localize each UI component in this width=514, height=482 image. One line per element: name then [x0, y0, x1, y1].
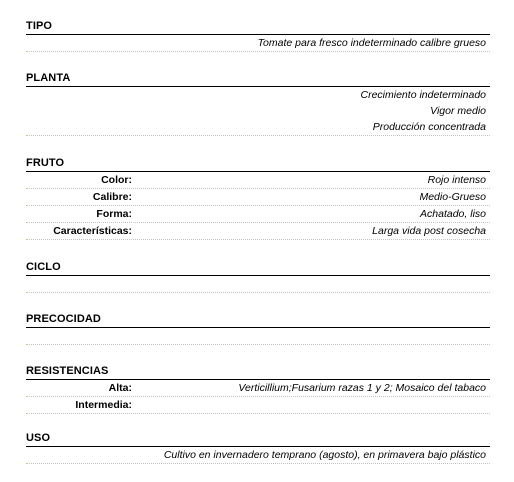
section-title-uso: USO [26, 431, 490, 447]
spec-value: Larga vida post cosecha [372, 225, 486, 237]
section-resistencias [26, 364, 490, 414]
section-uso [26, 431, 490, 464]
spec-value: Producción concentrada [372, 121, 486, 133]
section-fruto [26, 156, 490, 240]
spec-value: Verticillium;Fusarium razas 1 y 2; Mosaico del tabaco [238, 382, 486, 394]
section-title-ciclo: CICLO [26, 260, 490, 276]
spec-row [26, 35, 490, 52]
spec-label: Características: [53, 225, 132, 237]
spec-row [26, 189, 490, 206]
spec-label: Color: [101, 174, 132, 186]
spec-row [26, 276, 490, 293]
spec-row [26, 103, 490, 119]
section-ciclo [26, 260, 490, 293]
spec-row [26, 119, 490, 136]
section-planta [26, 71, 490, 136]
section-title-precocidad: PRECOCIDAD [26, 312, 490, 328]
spec-row [26, 206, 490, 223]
spec-label: Alta: [108, 382, 132, 394]
spec-label: Calibre: [92, 191, 132, 203]
spec-value: Achatado, liso [420, 208, 486, 220]
product-spec-sheet [26, 19, 490, 464]
spec-row [26, 223, 490, 240]
spec-value: Rojo intenso [427, 174, 486, 186]
spec-row [26, 328, 490, 345]
section-precocidad [26, 312, 490, 345]
spec-label: Forma: [96, 208, 132, 220]
spec-row [26, 397, 490, 414]
spec-row [26, 172, 490, 189]
section-title-planta: PLANTA [26, 71, 490, 87]
spec-label: Intermedia: [75, 399, 132, 411]
section-title-tipo: TIPO [26, 19, 490, 35]
section-title-fruto: FRUTO [26, 156, 490, 172]
section-title-resistencias: RESISTENCIAS [26, 364, 490, 380]
spec-value: Tomate para fresco indeterminado calibre grueso [257, 37, 486, 49]
spec-value: Crecimiento indeterminado [360, 89, 486, 101]
spec-row [26, 447, 490, 464]
spec-row [26, 87, 490, 103]
section-tipo [26, 19, 490, 52]
spec-value: Cultivo en invernadero temprano (agosto), en primavera bajo plástico [163, 449, 486, 461]
spec-value: Vigor medio [430, 105, 486, 117]
spec-row [26, 380, 490, 397]
spec-value: Medio-Grueso [419, 191, 486, 203]
